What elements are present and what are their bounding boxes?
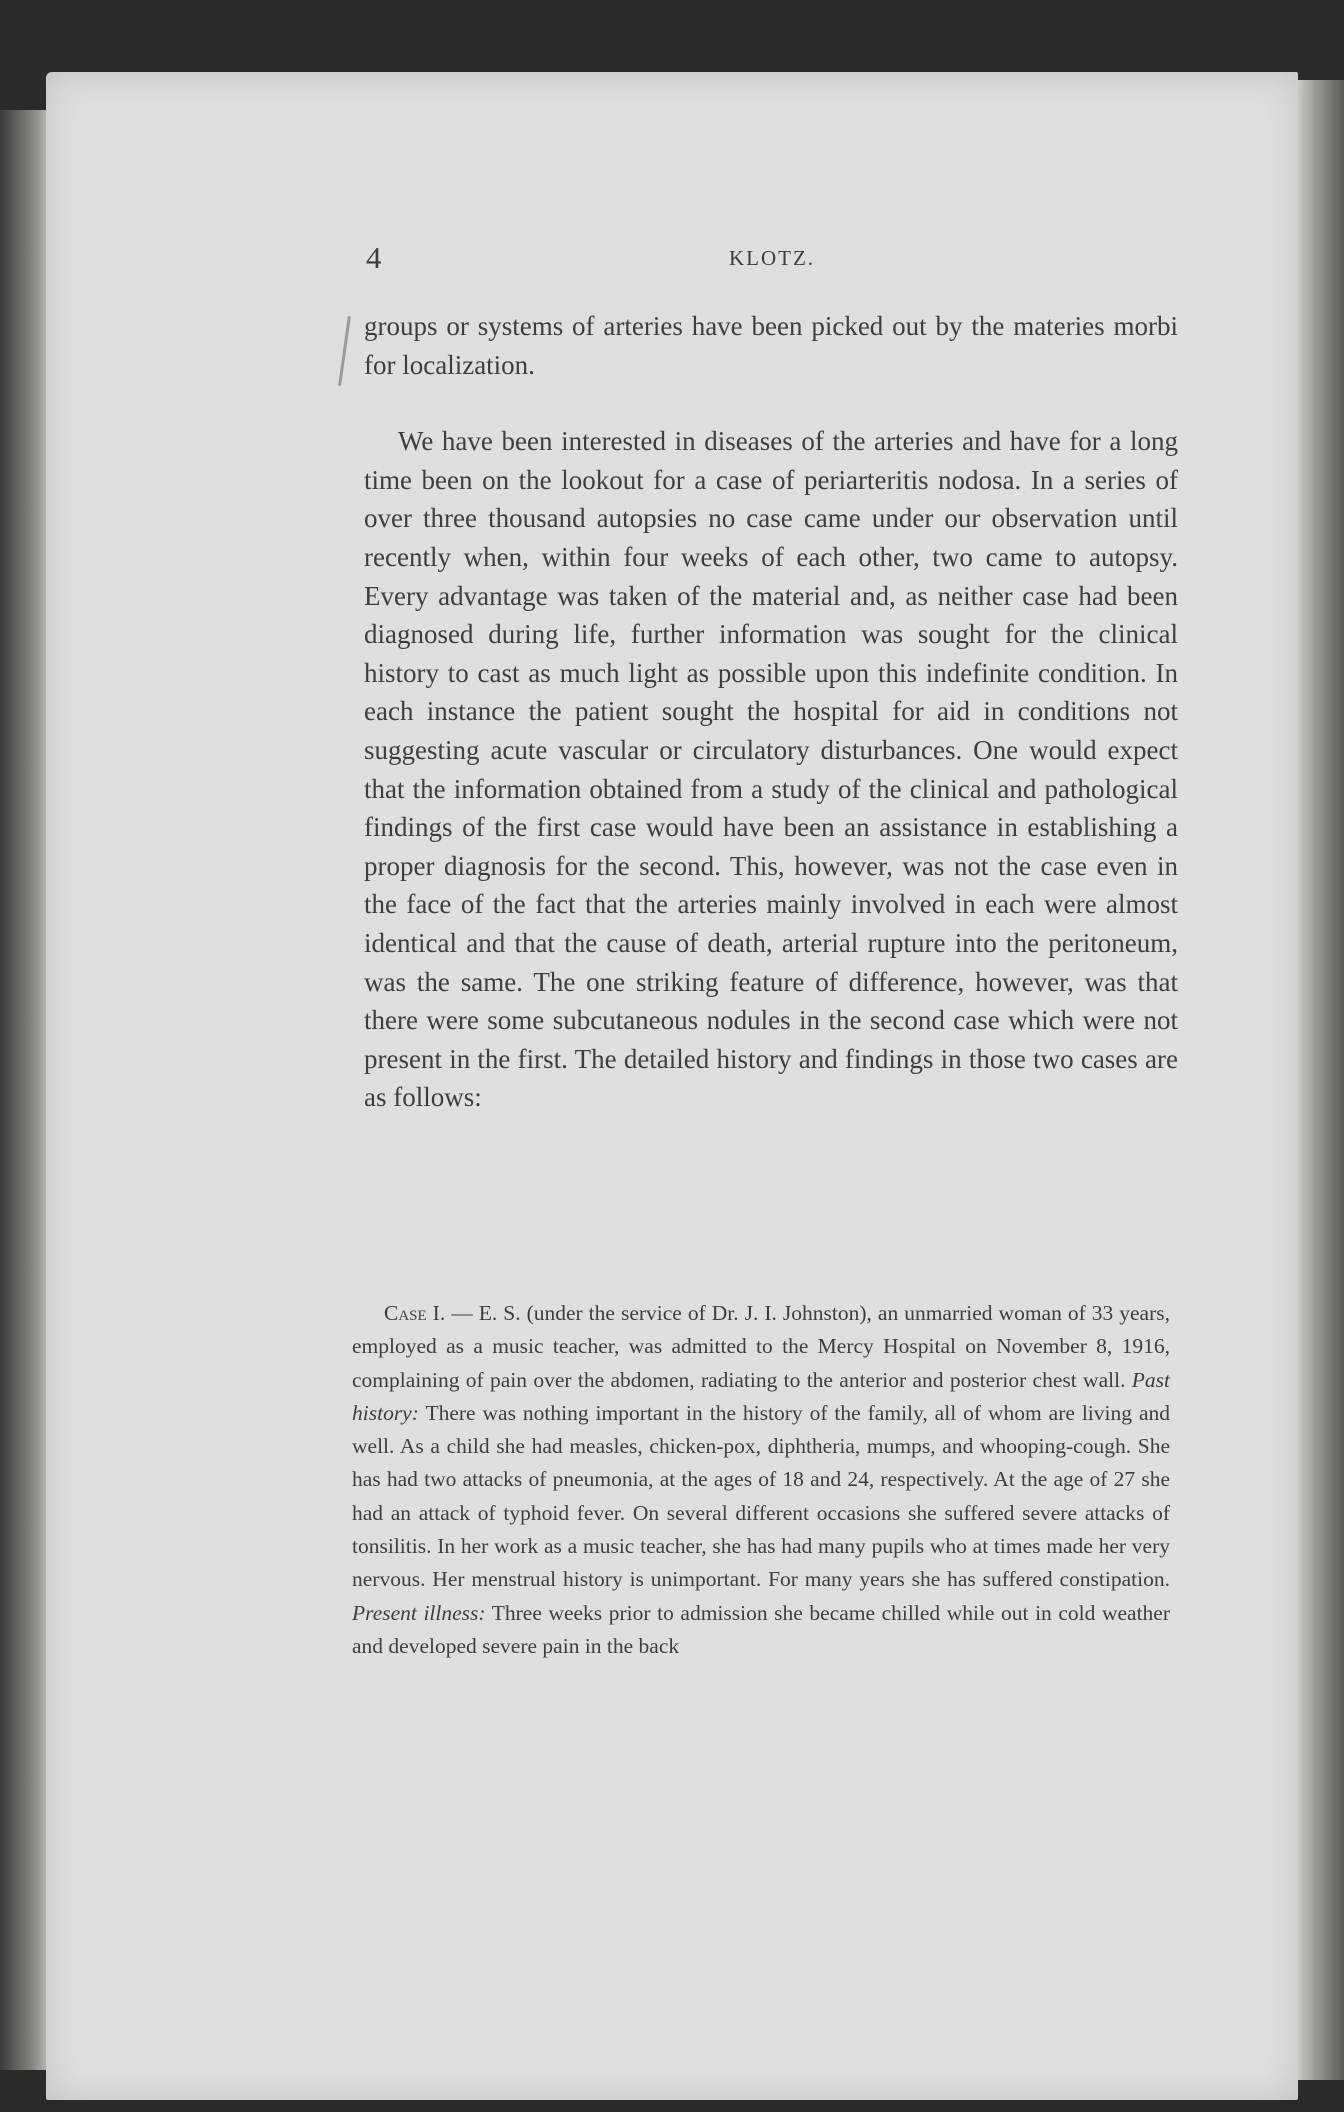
running-head-title: KLOTZ. bbox=[728, 246, 816, 270]
case-intro: — E. S. (under the service of Dr. J. I. Johnston), an unmarried woman of 33 years, employed as a music teacher, was admitted to the Mercy Hospital on November 8, 1916, complaining of pain over the abdomen, radiating to the anterior and posterior chest wall. bbox=[352, 1301, 1170, 1392]
running-head bbox=[366, 238, 1178, 278]
paragraph-main: We have been interested in diseases of the arteries and have for a long time been on the lookout for a case of periarteritis nodosa. In a series of over three thousand autopsies no case came under our observation until recently when, within four weeks of each other, two came to autopsy. Every advantage was taken of the material and, as neither case had been diagnosed during life, further information was sought for the clinical history to cast as much light as possible upon this indefinite condition. In each instance the patient sought the hospital for aid in conditions not suggesting acute vascular or circulatory disturbances. One would expect that the information obtained from a study of the clinical and pathological findings of the first case would have been an assistance in establishing a proper diagnosis for the second. This, however, was not the case even in the face of the fact that the arteries mainly involved in each were almost identical and that the cause of death, arterial rupture into the peritoneum, was the same. The one striking feature of difference, however, was that there were some subcutaneous nodules in the second case which were not present in the first. The detailed history and findings in those two cases are as follows: bbox=[364, 426, 1178, 1113]
past-history-text: There was nothing important in the history of the family, all of whom are living and well. As a child she had measles, chicken-pox, diphtheria, mumps, and whooping-cough. She has had two attacks of pneumonia, at the ages of 18 and 24, respectively. At the age of 27 she had an attack of typhoid fever. On several different occasions she suffered severe attacks of tonsilitis. In her work as a music teacher, she has had many pupils who at times made her very nervous. Her menstrual history is unimportant. For many years she has suffered constipation. bbox=[352, 1400, 1170, 1592]
paragraph-continuation: groups or systems of arteries have been picked out by the materies morbi for localization. bbox=[364, 311, 1178, 380]
case-label: Case I. bbox=[384, 1301, 446, 1325]
page-edge-left bbox=[0, 110, 48, 2070]
present-illness-text: Three weeks prior to admission she became chilled while out in cold weather and developed severe pain in the back bbox=[352, 1600, 1170, 1658]
present-illness-label: Present illness: bbox=[352, 1600, 486, 1625]
past-history-label: Past history: bbox=[352, 1367, 1170, 1425]
body-text bbox=[364, 307, 1178, 1117]
page-edge-right bbox=[1296, 80, 1344, 2080]
case-report bbox=[352, 1297, 1170, 1663]
page-number: 4 bbox=[366, 240, 382, 275]
